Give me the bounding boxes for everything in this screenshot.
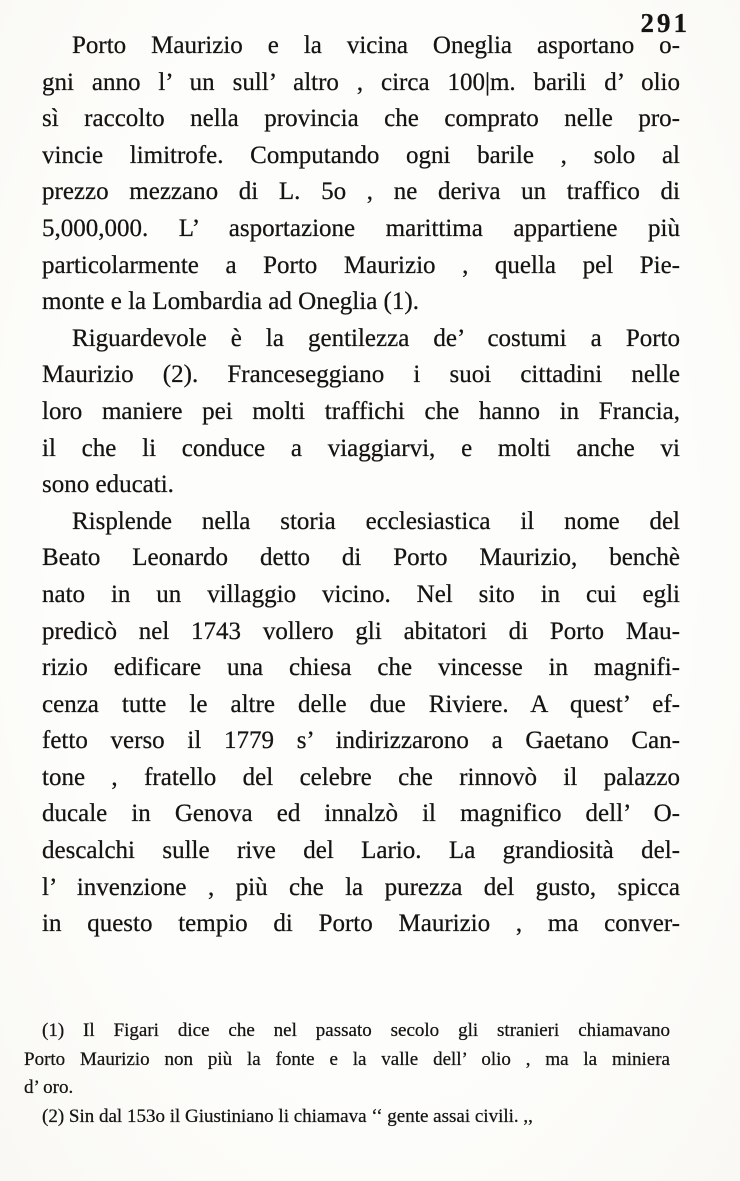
- text-line: tone , fratello del celebre che rinnovò il palazzo: [42, 763, 680, 791]
- footnote-line: (2) Sin dal 153o il Giustiniano li chiamava ‘‘ gente assai civili. ,,: [42, 1105, 533, 1127]
- text-line: Maurizio (2). Franceseggiano i suoi cittadini nelle: [42, 361, 680, 389]
- page-number: 291: [640, 8, 690, 38]
- text-line: vincie limitrofe. Computando ogni barile , solo al: [42, 141, 680, 169]
- paragraph-1: [42, 32, 680, 325]
- page-body-text: [42, 32, 680, 947]
- text-line: loro maniere pei molti traffichi che hanno in Francia,: [42, 397, 680, 425]
- text-line: l’ invenzione , più che la purezza del gusto, spicca: [42, 873, 680, 901]
- text-line: sono educati.: [42, 471, 174, 499]
- text-line: Beato Leonardo detto di Porto Maurizio, benchè: [42, 544, 680, 572]
- text-line: in questo tempio di Porto Maurizio , ma conver-: [42, 910, 680, 938]
- text-line: Porto Maurizio e la vicina Oneglia asportano o-: [72, 32, 680, 59]
- text-line: ducale in Genova ed innalzò il magnifico dell’ O-: [42, 800, 680, 828]
- paragraph-3: [42, 508, 680, 947]
- text-line: descalchi sulle rive del Lario. La grandiosità del-: [42, 837, 680, 865]
- text-line: il che li conduce a viaggiarvi, e molti anche vi: [42, 434, 680, 462]
- text-line: sì raccolto nella provincia che comprato nelle pro-: [42, 105, 680, 133]
- text-line: nato in un villaggio vicino. Nel sito in cui egli: [42, 580, 680, 608]
- footnote-2: [24, 1106, 670, 1135]
- text-line: fetto verso il 1779 s’ indirizzarono a Gaetano Can-: [42, 727, 680, 755]
- text-line: Riguardevole è la gentilezza de’ costumi a Porto: [72, 324, 680, 352]
- paragraph-2: [42, 325, 680, 508]
- footnote-1: [24, 1020, 670, 1106]
- text-line: gni anno l’ un sull’ altro , circa 100|m. barili d’ olio: [42, 68, 680, 96]
- text-line: particolarmente a Porto Maurizio , quella pel Pie-: [42, 251, 680, 279]
- text-line: monte e la Lombardia ad Oneglia (1).: [42, 288, 419, 316]
- footnotes-section: [24, 1020, 670, 1134]
- text-line: 5,000,000. L’ asportazione marittima appartiene più: [42, 214, 680, 242]
- text-line: cenza tutte le altre delle due Riviere. A quest’ ef-: [42, 690, 680, 718]
- footnote-line: d’ oro.: [24, 1077, 74, 1098]
- footnote-line: (1) Il Figari dice che nel passato secolo gli stranieri chiamavano: [42, 1020, 670, 1041]
- text-line: Risplende nella storia ecclesiastica il nome del: [72, 507, 680, 535]
- footnote-line: Porto Maurizio non più la fonte e la valle dell’ olio , ma la miniera: [24, 1048, 670, 1070]
- text-line: rizio edificare una chiesa che vincesse in magnifi-: [42, 654, 680, 682]
- text-line: prezzo mezzano di L. 5o , ne deriva un traffico di: [42, 178, 680, 206]
- text-line: predicò nel 1743 vollero gli abitatori di Porto Mau-: [42, 617, 680, 645]
